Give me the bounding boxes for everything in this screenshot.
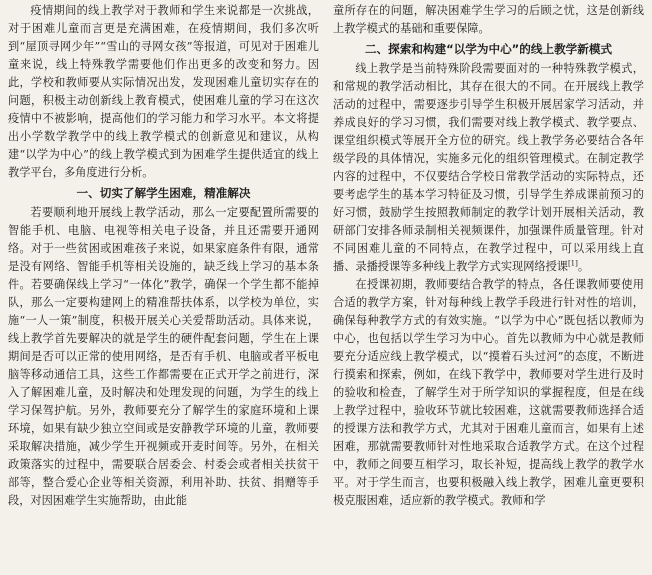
intro-paragraph: 疫情期间的线上教学对于教师和学生来说都是一次挑战，对于困难儿童而言更是充满困难，在疫情期间，我们多次听到“屋顶寻网少年”“雪山的寻网女孩”等报道，可见对于困难儿童来说，线上特殊教学需要他们作出更多的改变和努力。因此，学校和教师要从实际情况出发，发现困难儿童切实存在的问题，积极主动创新线上教育模式，使困难儿童的学习在这次疫情中不被影响，提高他们的学习能力和学习水平。本文将提出小学数学教学中的线上教学模式的创新意见和建议，从构建“以学为中心”的线上教学模式到为困难学生提供适宜的线上教学平台，多角度进行分析。 [8,4,319,179]
section-2-paragraph-1-text: 线上教学是当前特殊阶段需要面对的一种特殊教学模式，和常规的教学活动相比，其存在很大的不同。在开展线上教学活动的过程中，需要逐步引导学生积极开展居家学习活动，并养成良好的学习习惯，我们需要对线上教学模式、教学要点、课堂组织模式等展开全方位的研究。线上教学务必要结合各年级学段的具体情况，实施多元化的组织管理模式。在制定教学内容的过程中，不仅要结合学校日常教学活动的实际特点，还要考虑学生的基本学习特征及习惯，引导学生养成课前预习的好习惯，鼓励学生按照教师制定的教学计划开展相关活动，教研部门安排各师录制相关视频课件，加强课件质量管理。针对不同困难儿童的不同特点，在教学过程中，可以采用线上直播、录播授课等多种线上教学方式实现网络授课 [333,62,644,273]
section-heading-2: 二、探索和构建“以学为中心”的线上教学新模式 [364,42,613,56]
right-column [333,2,644,575]
section-heading-1: 一、切实了解学生困难，精准解决 [76,186,251,200]
left-column [8,2,319,575]
section-1-paragraph: 若要顺利地开展线上教学活动，那么一定要配置所需要的智能手机、电脑、电视等相关电子设备，并且还需要开通网络。对于一些贫困或困难孩子来说，如果家庭条件有限，通常是没有网络、智能手机等相关设施的，缺乏线上学习的基本条件。若要确保线上学习“一体化”教学，确保一个学生都不能掉队，那么一定要构建网上的精准帮扶体系，以学校为单位，实施“一人一策”制度，积极开展关心关爱帮助活动。具体来说，线上教学首先要解决的就是学生的硬件配套问题，学生在上课期间是否可以正常的使用网络，是否有手机、电脑或者平板电脑等移动通信工具，这些工作都需要在正式开学之前进行，深入了解困难儿童，及时解决和处理发现的问题，为学生的线上学习保驾护航。另外，教师要充分了解学生的家庭环境和上课环境，如果有缺少独立空间或是安静教学环境的儿童，教师要采取解决措施，减少学生开视频或开麦时间等。另外，在相关政策落实的过程中，需要联合居委会、村委会或者相关扶贫干部等，整合爱心企业等相关资源，利用补助、扶贫、捐赠等手段，对因困难学生实施帮助，由此能 [8,206,319,507]
citation-marker: [1] [567,259,578,268]
section-2-paragraph-2: 在授课初期，教师要结合教学的特点，各任课教师要使用合适的教学方案，针对每种线上教学手段进行针对性的培训，确保每种教学方式的有效实施。“以学为中心”既包括以教师为中心，也包括以学生学习为中心。首先以教师为中心就是教师要充分适应线上教学模式，以“摸着石头过河”的态度，不断进行摸索和探索，例如，在线下教学中，教师要对学生进行及时的验收和检查，了解学生对于所学知识的掌握程度，但是在线上教学过程中，验收环节就比较困难，这就需要教师选择合适的授课方法和教学方式，尤其对于困难儿童而言，如果有上述困难，那就需要教师针对性地采取合适教学方式。在这个过程中，教师之间要互相学习，取长补短，提高线上教学的教学水平。对于学生而言，也要积极融入线上教学，困难儿童更要积极克服困难，适应新的教学模式。教师和学 [333,278,644,507]
section-2-paragraph-1 [333,60,644,276]
section-2-paragraph-1-end: 。 [577,260,590,273]
continued-paragraph: 童所存在的问题，解决困难学生学习的后顾之忧，这是创新线上教学模式的基础和重要保障。 [333,4,644,35]
